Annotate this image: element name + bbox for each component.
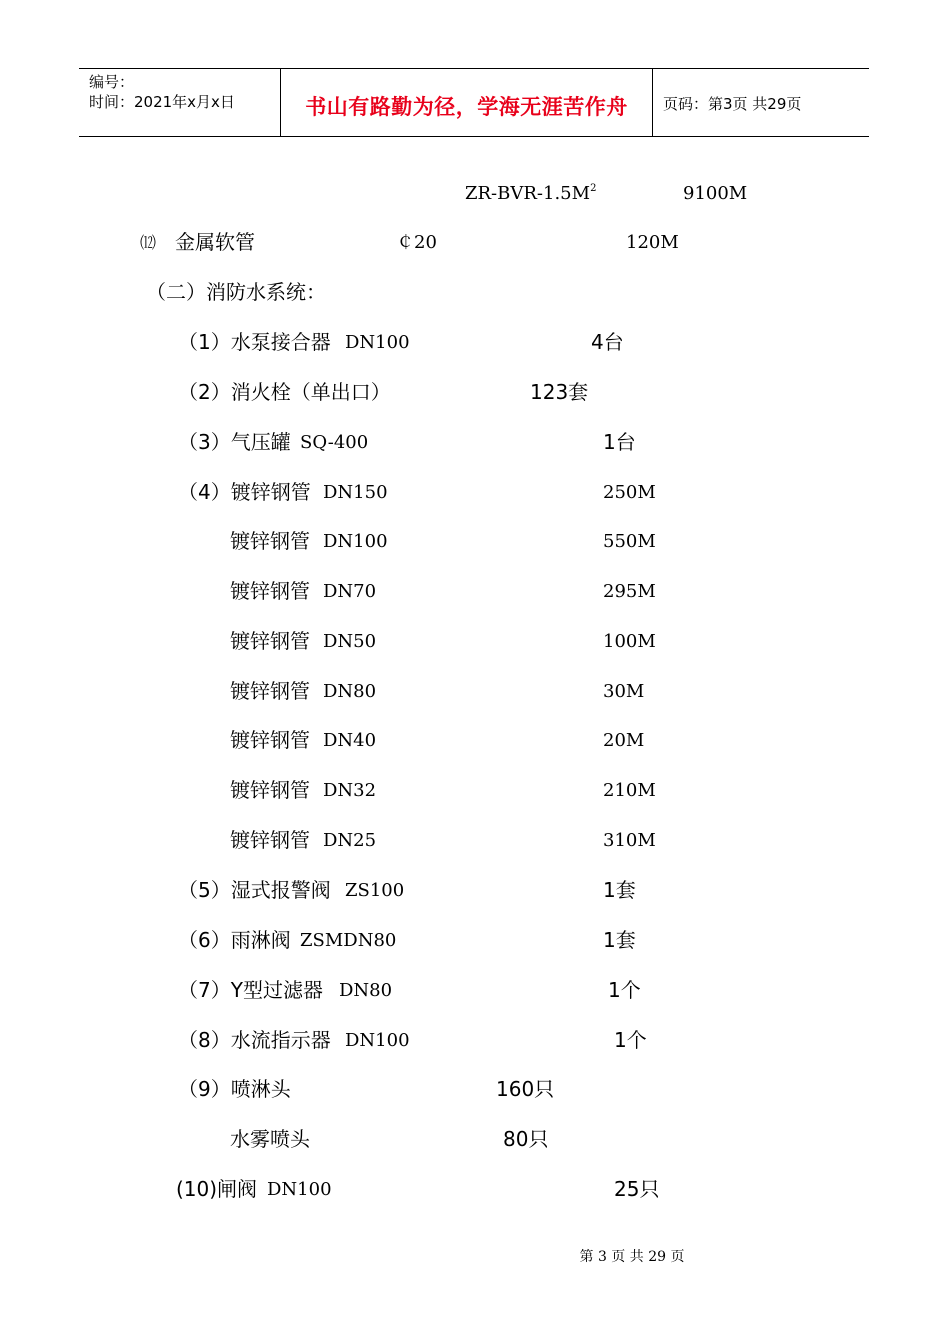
item-9b-qty: 80只 bbox=[503, 1127, 549, 1151]
item-2-name: （2）消火栓（单出口） bbox=[178, 380, 391, 404]
hose-diameter: ￠20 bbox=[396, 232, 437, 253]
item-6-spec: ZSMDN80 bbox=[300, 930, 397, 951]
item-7-name: （7）Y型过滤器 bbox=[178, 978, 323, 1002]
pipe-2-qty: 295M bbox=[603, 581, 656, 602]
item-3-qty: 1台 bbox=[603, 430, 636, 454]
section-heading: （二）消防水系统： bbox=[146, 280, 326, 304]
pipe-7-spec: DN25 bbox=[323, 830, 377, 851]
item-2-qty: 123套 bbox=[530, 380, 589, 404]
item-1-spec: DN100 bbox=[345, 332, 410, 353]
pipe-7-name: 镀锌钢管 bbox=[230, 828, 310, 852]
item-8-name: （8）水流指示器 bbox=[178, 1028, 331, 1052]
item-6-qty: 1套 bbox=[603, 928, 636, 952]
pipe-3-name: 镀锌钢管 bbox=[230, 629, 310, 653]
hose-qty: 120M bbox=[626, 232, 679, 253]
item-8-spec: DN100 bbox=[345, 1030, 410, 1051]
pipe-4-spec: DN80 bbox=[323, 681, 377, 702]
header-motto-cell bbox=[281, 69, 653, 136]
item-7-spec: DN80 bbox=[339, 980, 393, 1001]
item-5-name: （5）湿式报警阀 bbox=[178, 878, 331, 902]
page-header bbox=[79, 68, 869, 137]
item-4-qty: 250M bbox=[603, 482, 656, 503]
pipe-2-spec: DN70 bbox=[323, 581, 377, 602]
item-9-name: （9）喷淋头 bbox=[178, 1077, 291, 1101]
item-9-qty: 160只 bbox=[496, 1077, 555, 1101]
pipe-1-name: 镀锌钢管 bbox=[230, 529, 310, 553]
page-footer: 第 3 页 共 29 页 bbox=[579, 1249, 685, 1265]
pipe-4-qty: 30M bbox=[603, 681, 645, 702]
pipe-3-spec: DN50 bbox=[323, 631, 377, 652]
item-1-qty: 4台 bbox=[591, 330, 624, 354]
item-4-spec: DN150 bbox=[323, 482, 388, 503]
pipe-1-qty: 550M bbox=[603, 531, 656, 552]
item-3-name: （3）气压罐 bbox=[178, 430, 291, 454]
pipe-4-name: 镀锌钢管 bbox=[230, 679, 310, 703]
item-9b-name: 水雾喷头 bbox=[230, 1127, 310, 1151]
header-page-cell bbox=[653, 69, 869, 136]
pipe-5-qty: 20M bbox=[603, 730, 645, 751]
wire-spec: $ZR-BVR-1.5M^2$ bbox=[465, 183, 597, 204]
item-7-qty: 1个 bbox=[608, 978, 641, 1002]
pipe-1-spec: DN100 bbox=[323, 531, 388, 552]
header-page-info: 页码：第3页 共29页 bbox=[663, 95, 802, 113]
item-1-name: （1）水泵接合器 bbox=[178, 330, 331, 354]
pipe-3-qty: 100M bbox=[603, 631, 656, 652]
pipe-6-qty: 210M bbox=[603, 780, 656, 801]
item-10-qty: 25只 bbox=[614, 1177, 660, 1201]
wire-spec-superscript: 2 bbox=[590, 183, 597, 194]
hose-number: ⑿ bbox=[140, 233, 157, 252]
item-3-spec: SQ-400 bbox=[300, 432, 369, 453]
pipe-7-qty: 310M bbox=[603, 830, 656, 851]
item-8-qty: 1个 bbox=[614, 1028, 647, 1052]
item-10-name: (10)闸阀 bbox=[176, 1177, 258, 1201]
wire-qty: 9100M bbox=[683, 183, 748, 204]
item-4-name: （4）镀锌钢管 bbox=[178, 480, 311, 504]
document-number-label: 编号： bbox=[89, 73, 135, 91]
pipe-6-spec: DN32 bbox=[323, 780, 377, 801]
item-5-spec: ZS100 bbox=[345, 880, 405, 901]
document-date-label: 时间：2021年x月x日 bbox=[89, 93, 235, 111]
hose-name: 金属软管 bbox=[175, 230, 255, 254]
header-motto: 书山有路勤为径，学海无涯苦作舟 bbox=[305, 95, 628, 119]
item-10-spec: DN100 bbox=[267, 1179, 332, 1200]
pipe-5-spec: DN40 bbox=[323, 730, 377, 751]
item-5-qty: 1套 bbox=[603, 878, 636, 902]
item-6-name: （6）雨淋阀 bbox=[178, 928, 291, 952]
header-meta-cell bbox=[79, 69, 281, 136]
pipe-2-name: 镀锌钢管 bbox=[230, 579, 310, 603]
pipe-6-name: 镀锌钢管 bbox=[230, 778, 310, 802]
pipe-5-name: 镀锌钢管 bbox=[230, 728, 310, 752]
